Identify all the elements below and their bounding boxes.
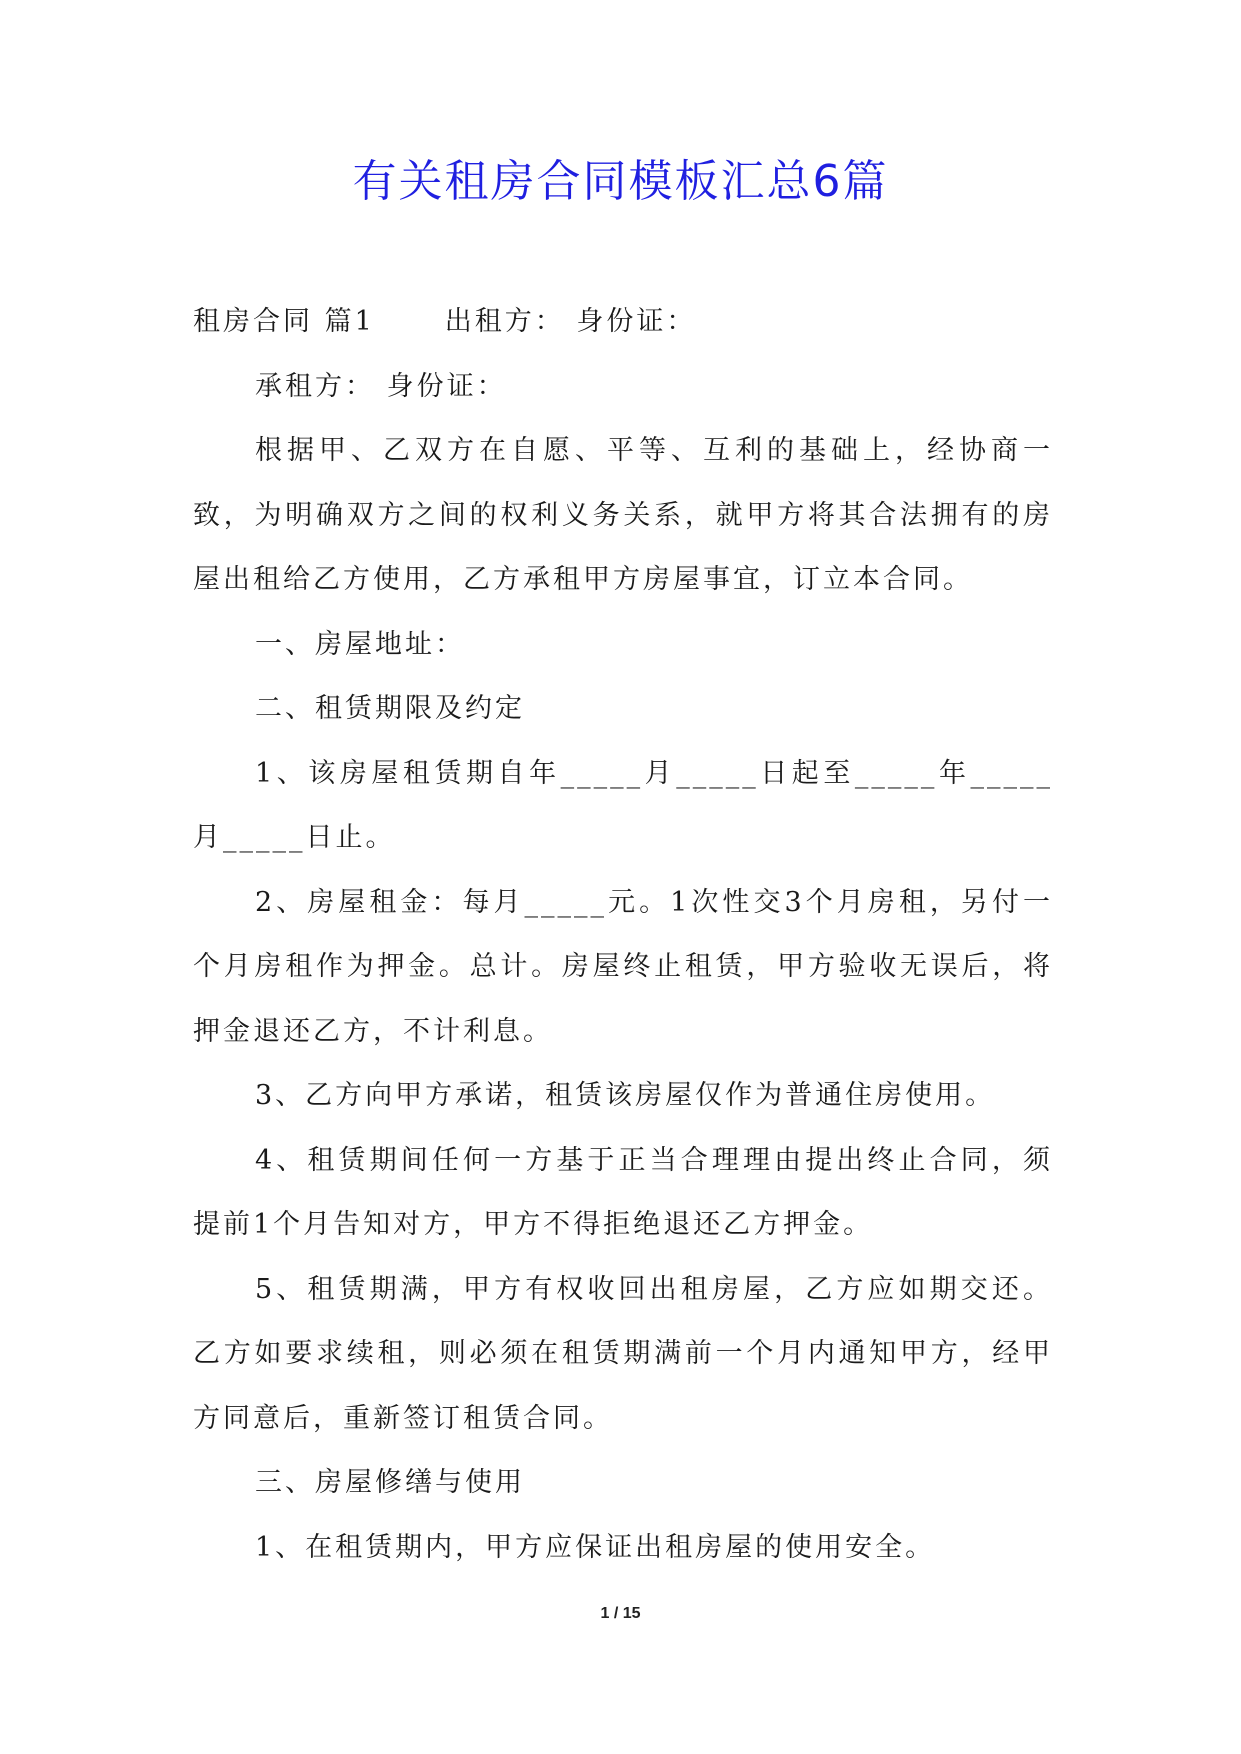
clause-rent: 2、房屋租金：每月_____元。1次性交3个月房租，另付一个月房租作为押金。总计。房屋终止租赁，甲方验收无误后，将押金退还乙方，不计利息。 bbox=[193, 886, 1053, 1047]
clause-lease-period: 1、该房屋租赁期自年_____月_____日起至_____年_____月_____日止。 bbox=[193, 757, 1053, 853]
section-house-address: 一、房屋地址： bbox=[255, 628, 465, 660]
document-body bbox=[193, 290, 1053, 1580]
contract-heading: 租房合同 篇1 bbox=[193, 306, 375, 337]
lessor-line: 出租方： 身份证： bbox=[444, 306, 697, 337]
section-lease-term: 二、租赁期限及约定 bbox=[255, 693, 525, 724]
page-title: 有关租房合同模板汇总6篇 bbox=[352, 156, 889, 207]
contract-heading-line bbox=[193, 290, 1053, 355]
lessee-line: 承租方： 身份证： bbox=[255, 370, 507, 402]
clause-safety: 1、在租赁期内，甲方应保证出租房屋的使用安全。 bbox=[255, 1531, 936, 1563]
clause-lease-expiry: 5、租赁期满，甲方有权收回出租房屋，乙方应如期交还。乙方如要求续租，则必须在租赁期满前一个月内通知甲方，经甲方同意后，重新签订租赁合同。 bbox=[193, 1273, 1053, 1434]
page-number: 1 / 15 bbox=[600, 1605, 641, 1622]
preamble-paragraph: 根据甲、乙双方在自愿、平等、互利的基础上，经协商一致，为明确双方之间的权利义务关系，就甲方将其合法拥有的房屋出租给乙方使用，乙方承租甲方房屋事宜，订立本合同。 bbox=[193, 435, 1053, 595]
section-repair-use: 三、房屋修缮与使用 bbox=[255, 1467, 525, 1498]
clause-early-termination: 4、租赁期间任何一方基于正当合理理由提出终止合同，须提前1个月告知对方，甲方不得拒绝退还乙方押金。 bbox=[193, 1144, 1053, 1240]
clause-residential-use: 3、乙方向甲方承诺，租赁该房屋仅作为普通住房使用。 bbox=[255, 1080, 996, 1111]
